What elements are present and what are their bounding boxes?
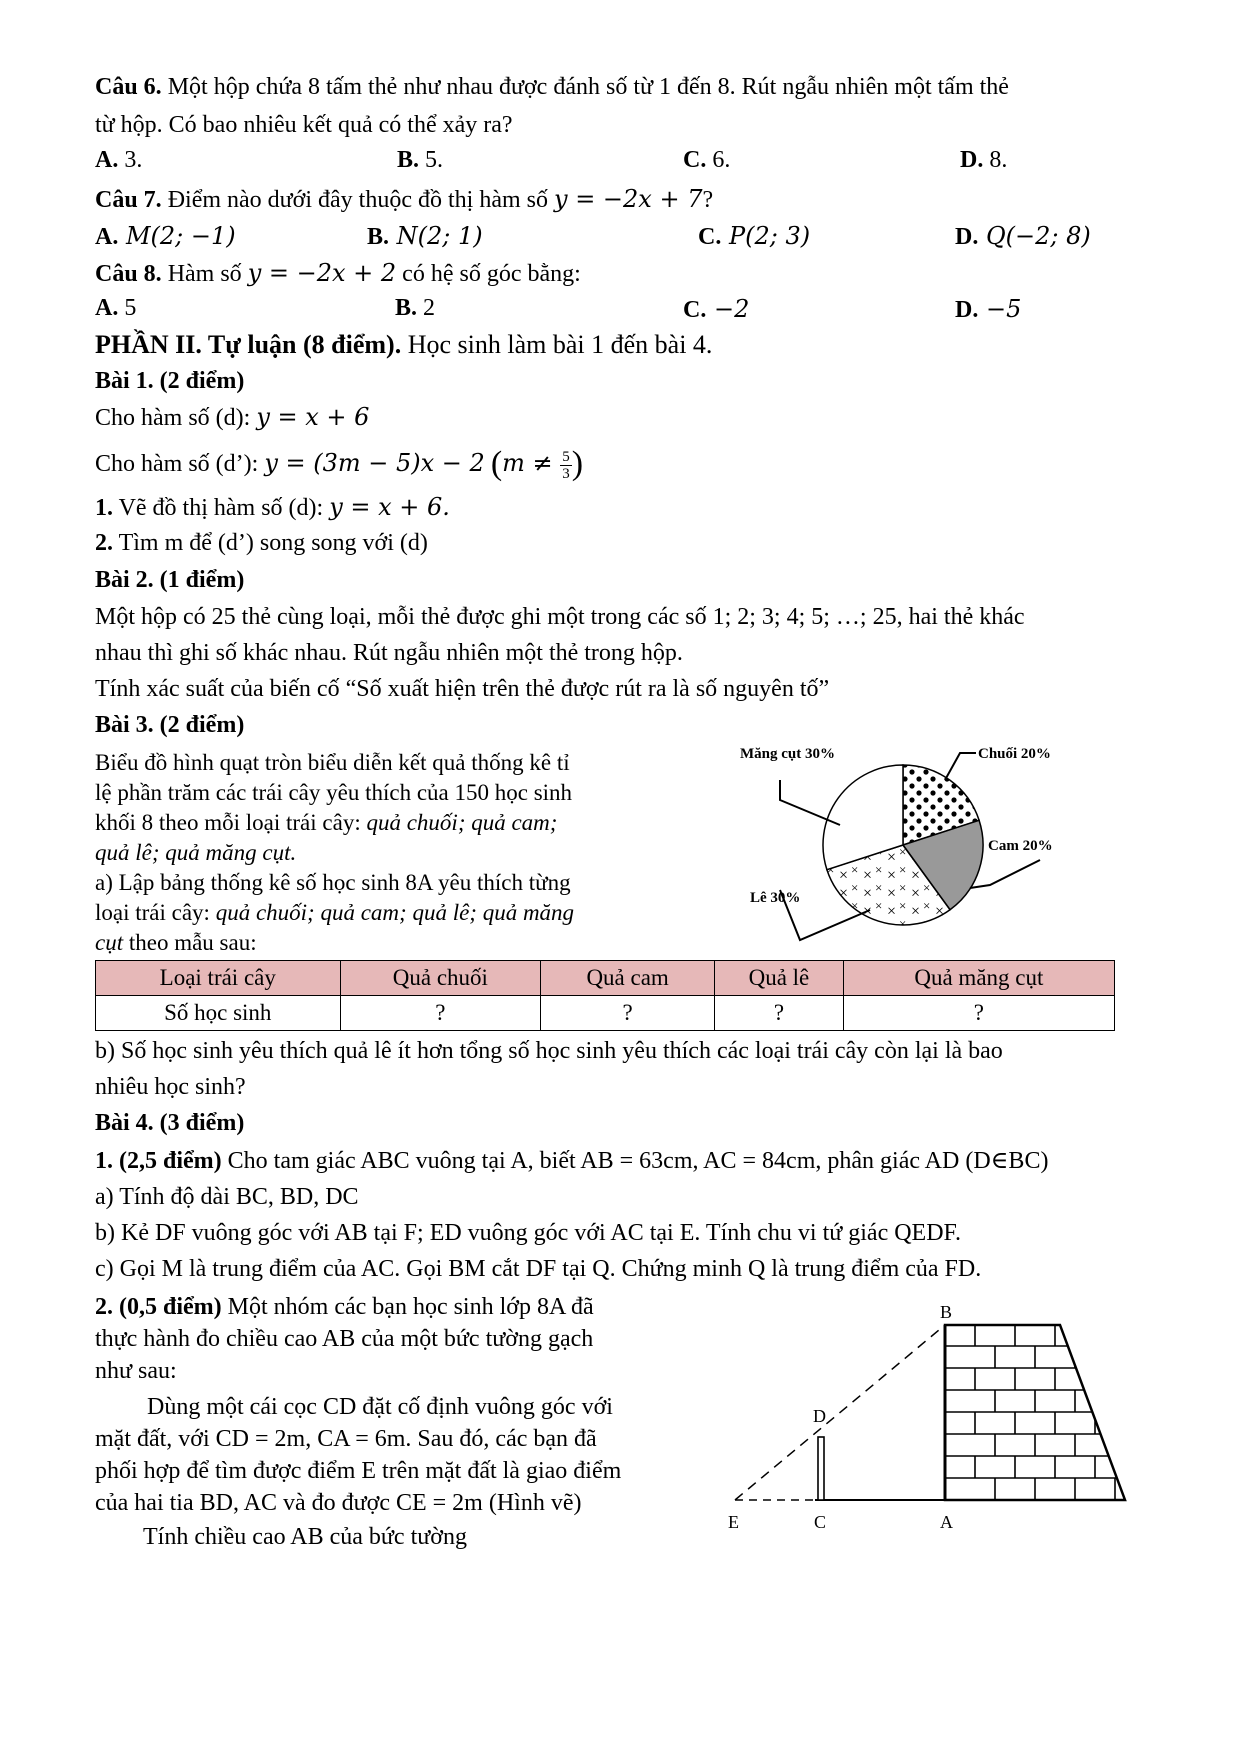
q6-line2: từ hộp. Có bao nhiêu kết quả có thể xảy ra? [95,112,513,138]
bai1-step2: 2. Tìm m để (d’) song song với (d) [95,530,428,556]
table-cell: ? [340,996,541,1031]
q7-option-a: A. M(2; −1) [95,222,236,250]
bai3-title: Bài 3. (2 điểm) [95,712,245,738]
q7-math: y = −2x + 7 [554,185,703,213]
label-chuoi: Chuối 20% [978,746,1051,762]
table-header-row [96,961,1115,996]
bai4-p2-line5: mặt đất, với CD = 2m, CA = 6m. Sau đó, các bạn đã [95,1426,597,1452]
bai1-line2: Cho hàm số (d’): y = (3m − 5)x − 2 (m ≠ $\frac{5}{3}$ ) [95,445,584,482]
leader-chuoi [945,753,976,780]
label-b: B [940,1302,953,1322]
table-cell: ? [715,996,844,1031]
bai4-p2-line3: như sau: [95,1358,177,1384]
table-cell: Số học sinh [96,996,341,1031]
part2-heading: PHẦN II. Tự luận (8 điểm). Học sinh làm bài 1 đến bài 4. [95,330,713,359]
q6-option-a: A. 3. [95,147,143,173]
table-header-cell: Quả chuối [340,961,541,996]
table-header-cell: Quả cam [541,961,715,996]
bai4-p1: 1. (2,5 điểm) Cho tam giác ABC vuông tại A, biết AB = 63cm, AC = 84cm, phân giác AD (D∈BC) [95,1148,1049,1174]
q7-line: Câu 7. Điểm nào dưới đây thuộc đồ thị hàm số y = −2x + 7? [95,185,714,213]
label-e: E [728,1512,739,1532]
pie-chart [740,740,1120,950]
q6-option-d: D. 8. [960,147,1008,173]
bai3-line3: khối 8 theo mỗi loại trái cây: quả chuối; quả cam; [95,810,558,835]
brick-pattern [945,1325,1130,1500]
label-c: C [814,1512,827,1532]
table-cell: ? [843,996,1114,1031]
q8-option-a: A. 5 [95,295,137,321]
fraction: $\frac{5}{3}$ [562,448,570,482]
q6-option-c: C. 6. [683,147,731,173]
bai3-line2: lệ phần trăm các trái cây yêu thích của 150 học sinh [95,780,573,805]
bai4-c: c) Gọi M là trung điểm của AC. Gọi BM cắt DF tại Q. Chứng minh Q là trung điểm của FD. [95,1256,982,1282]
q7-option-c: C. P(2; 3) [698,222,811,250]
table-header-cell: Loại trái cây [96,961,341,996]
bai4-p2-line8: Tính chiều cao AB của bức tường [143,1524,467,1550]
bai4-p2-line4: Dùng một cái cọc CD đặt cố định vuông góc với [147,1394,613,1420]
table-row [96,996,1115,1031]
table-header-cell: Quả lê [715,961,844,996]
q8-option-b: B. 2 [395,295,436,321]
bai4-p2-line7: của hai tia BD, AC và đo được CE = 2m (Hình vẽ) [95,1490,582,1516]
q7-option-b: B. N(2; 1) [367,222,483,250]
bai4-p2-line2: thực hành đo chiều cao AB của một bức tường gạch [95,1326,594,1352]
q6-option-b: B. 5. [397,147,444,173]
bai2-line1: Một hộp có 25 thẻ cùng loại, mỗi thẻ được ghi một trong các số 1; 2; 3; 4; 5; …; 25, hai thẻ khác [95,604,1025,630]
q6-label: Câu 6. [95,74,162,100]
bai3-b-line1: b) Số học sinh yêu thích quả lê ít hơn tổng số học sinh yêu thích các loại trái cây còn lại là bao [95,1038,1003,1064]
q8-line: Câu 8. Hàm số y = −2x + 2 có hệ số góc bằng: [95,259,581,287]
bai3-line4: quả lê; quả măng cụt. [95,840,297,865]
q8-option-d: D. −5 [955,295,1022,323]
table-header-cell: Quả măng cụt [843,961,1114,996]
bai3-b-line2: nhiêu học sinh? [95,1074,246,1100]
bai4-p2-line1: 2. (0,5 điểm) Một nhóm các bạn học sinh lớp 8A đã [95,1294,594,1320]
bai2-title: Bài 2. (1 điểm) [95,567,245,593]
label-mangcut: Măng cụt 30% [740,746,835,762]
bai3-line5: a) Lập bảng thống kê số học sinh 8A yêu thích từng [95,870,571,895]
bai2-line3: Tính xác suất của biến cố “Số xuất hiện trên thẻ được rút ra là số nguyên tố” [95,676,830,702]
bai4-a: a) Tính độ dài BC, BD, DC [95,1184,359,1210]
bai4-title: Bài 4. (3 điểm) [95,1110,245,1136]
bai2-line2: nhau thì ghi số khác nhau. Rút ngẫu nhiên một thẻ trong hộp. [95,640,683,666]
bai3-line6: loại trái cây: quả chuối; quả cam; quả lê; quả măng [95,900,575,925]
bai1-step1: 1. Vẽ đồ thị hàm số (d): y = x + 6. [95,493,450,521]
q7-option-d: D. Q(−2; 8) [955,222,1091,250]
label-cam: Cam 20% [988,838,1053,854]
label-le: Lê 30% [750,890,801,906]
wall-figure [700,1290,1140,1550]
bai1-line1: Cho hàm số (d): y = x + 6 [95,403,370,431]
ray-eb [735,1325,945,1500]
bai4-p2-line6: phối hợp để tìm được điểm E trên mặt đất là giao điểm [95,1458,622,1484]
q6-text1: Một hộp chứa 8 tấm thẻ như nhau được đánh số từ 1 đến 8. Rút ngẫu nhiên một tấm thẻ [161,74,1009,100]
label-a: A [940,1512,953,1532]
stat-table [95,960,1115,1031]
bai4-b: b) Kẻ DF vuông góc với AB tại F; ED vuông góc với AC tại E. Tính chu vi tứ giác QEDF. [95,1220,961,1246]
label-d: D [813,1406,826,1426]
q8-option-c: C. −2 [683,295,750,323]
bai1-title: Bài 1. (2 điểm) [95,368,245,394]
bai3-line1: Biểu đồ hình quạt tròn biểu diễn kết quả thống kê tỉ [95,750,570,775]
bai3-line7: cụt theo mẫu sau: [95,930,257,955]
q6-line1 [95,72,1009,102]
stake-cd [818,1437,824,1500]
table-cell: ? [541,996,715,1031]
